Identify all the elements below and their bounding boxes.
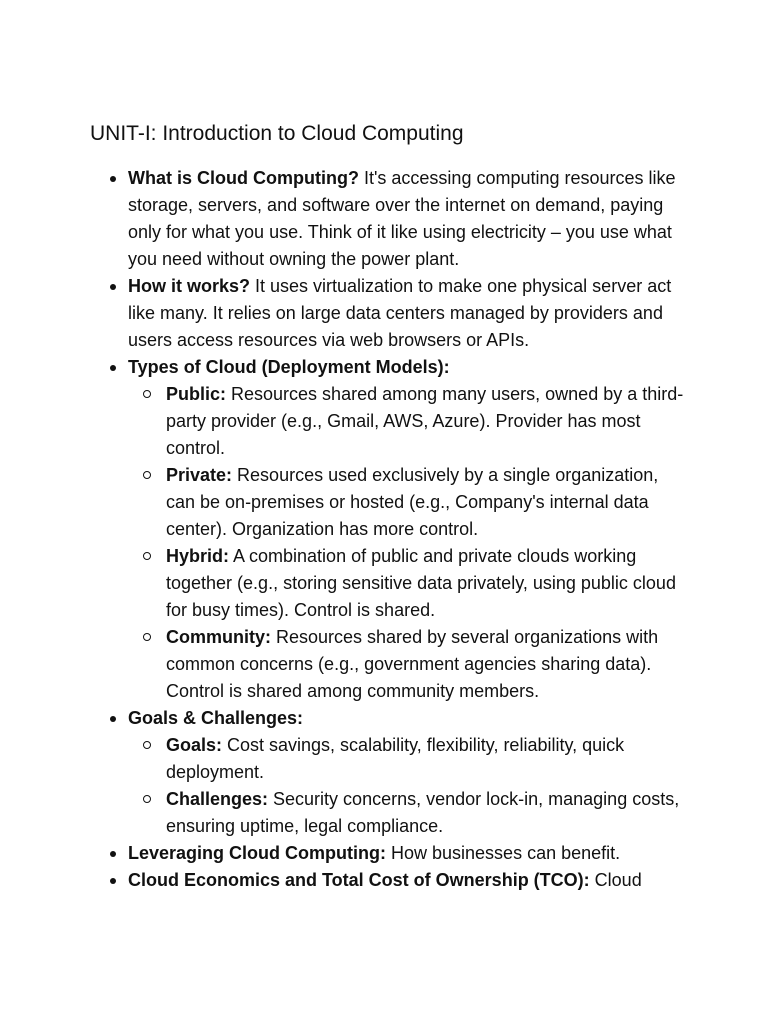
list-item-cloud-economics [0,867,684,894]
subitem-label: Hybrid: [166,546,229,566]
hollow-bullet-icon [143,633,151,641]
item-text: Cloud [589,870,642,890]
topic-list [0,165,768,894]
item-label: Goals & Challenges: [128,708,304,728]
item-label: Types of Cloud (Deployment Models): [128,357,450,377]
deployment-models-list [128,381,684,705]
sublist-item-community [0,624,684,705]
sublist-item-hybrid [0,543,684,624]
item-label: Cloud Economics and Total Cost of Ownership (TCO): [128,870,590,890]
hollow-bullet-icon [143,390,151,398]
hollow-bullet-icon [143,552,151,560]
list-item-what-is-cloud [0,165,684,273]
item-text: How businesses can benefit. [386,843,621,863]
list-item-goals-challenges [0,705,684,840]
subitem-text: Resources shared among many users, owned by a third-party provider (e.g., Gmail, AWS, Azure). Provider has most control. [166,384,684,458]
item-text: It uses virtualization to make one physical server act like many. It relies on large data centers managed by providers and users access resources via web browsers or APIs. [128,276,672,350]
item-text: It's accessing computing resources like storage, servers, and software over the internet on demand, paying only for what you use. Think of it like using electricity – you use what you need without owning the power plant. [128,168,676,269]
item-label: How it works? [128,276,251,296]
subitem-text: Security concerns, vendor lock-in, managing costs, ensuring uptime, legal compliance. [166,789,680,836]
bullet-icon [110,851,116,857]
list-item-how-it-works [0,273,684,354]
bullet-icon [110,878,116,884]
subitem-label: Private: [166,465,233,485]
subitem-text: A combination of public and private clouds working together (e.g., storing sensitive data privately, using public cloud for busy times). Control is shared. [166,546,676,620]
bullet-icon [110,716,116,722]
item-label: What is Cloud Computing? [128,168,359,188]
list-item-leveraging-cloud [0,840,684,867]
bullet-icon [110,365,116,371]
sublist-item-private [0,462,684,543]
sublist-item-challenges [0,786,684,840]
subitem-label: Goals: [166,735,223,755]
sublist-item-public [0,381,684,462]
sublist-item-goals [0,732,684,786]
bullet-icon [110,176,116,182]
subitem-label: Community: [166,627,271,647]
subitem-label: Public: [166,384,227,404]
subitem-text: Resources used exclusively by a single organization, can be on-premises or hosted (e.g., Company's internal data center). Organization has more control. [166,465,659,539]
goals-challenges-list [128,732,684,840]
hollow-bullet-icon [143,741,151,749]
subitem-text: Resources shared by several organizations with common concerns (e.g., government agencies sharing data). Control is shared among community members. [166,627,659,701]
page-title: UNIT-I: Introduction to Cloud Computing [90,122,464,145]
hollow-bullet-icon [143,795,151,803]
subitem-text: Cost savings, scalability, flexibility, reliability, quick deployment. [166,735,625,782]
hollow-bullet-icon [143,471,151,479]
subitem-label: Challenges: [166,789,269,809]
list-item-types-of-cloud [0,354,684,705]
bullet-icon [110,284,116,290]
item-label: Leveraging Cloud Computing: [128,843,386,863]
